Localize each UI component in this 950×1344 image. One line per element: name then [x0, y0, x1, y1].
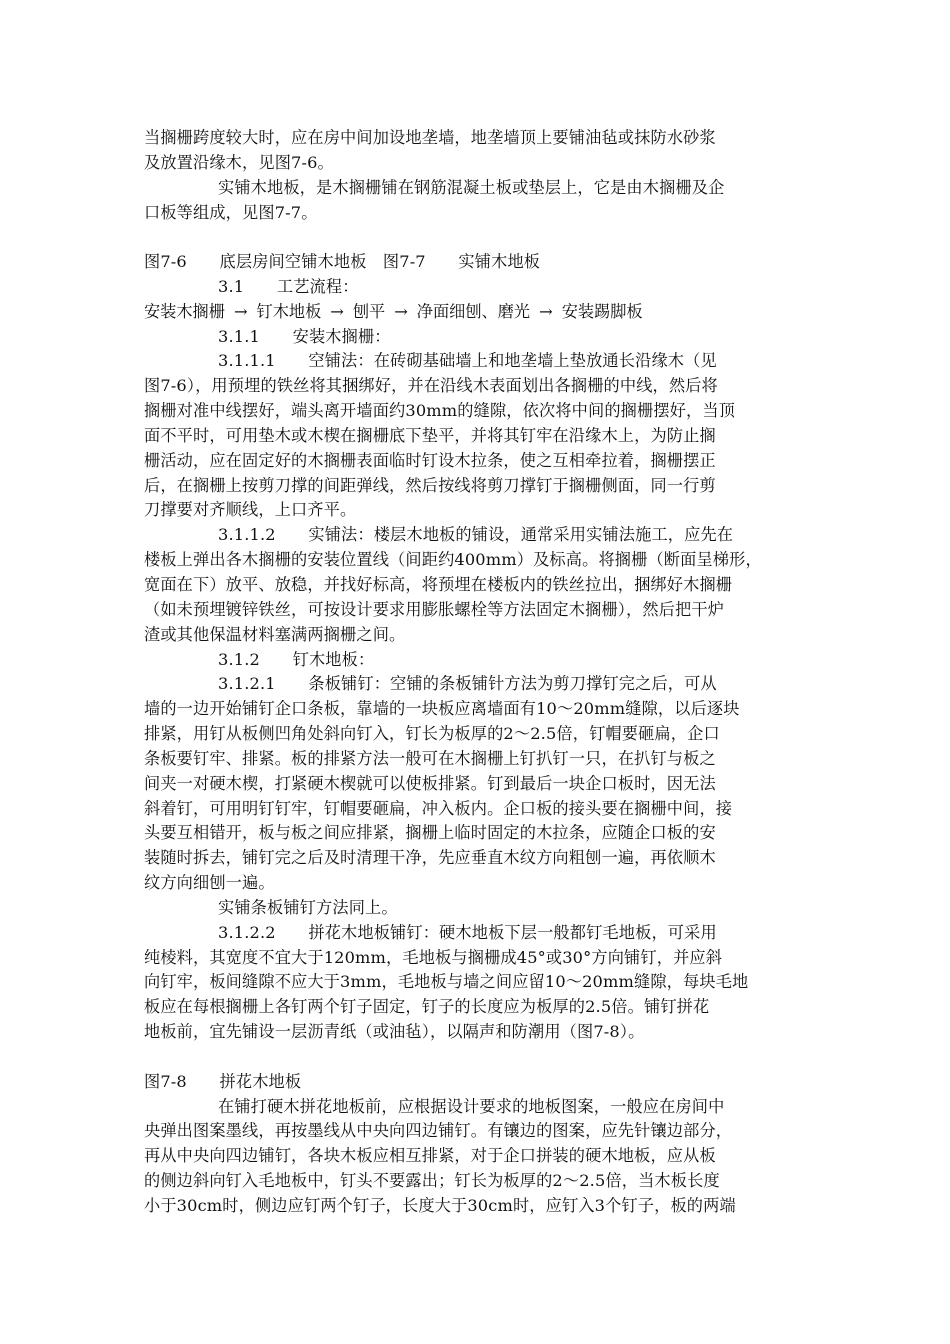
text-line: 地板前，宜先铺设一层沥青纸（或油毡），以隔声和防潮用（图7-8）。: [144, 1022, 645, 1041]
arrow-right-icon: →: [233, 302, 248, 321]
text-line: 渣或其他保温材料塞满两搁栅之间。: [144, 625, 406, 644]
text-line: 当搁栅跨度较大时，应在房中间加设地垄墙，地垄墙顶上要铺油毡或抹防水砂浆: [144, 128, 716, 147]
text-line: 在铺打硬木拼花地板前，应根据设计要求的地板图案，一般应在房间中: [218, 1097, 725, 1116]
text-line: 3.1.2.1 条板铺钉：空铺的条板铺针方法为剪刀撑钉完之后，可从: [218, 674, 717, 693]
text-line: 条板要钉牢、排紧。板的排紧方法一般可在木搁栅上钉扒钉一只，在扒钉与板之: [144, 749, 716, 768]
text-line: 央弹出图案墨线，再按墨线从中央向四边铺钉。有镶边的图案，应先针镶边部分，: [144, 1121, 733, 1140]
text-line: 3.1.2.2 拼花木地板铺钉：硬木地板下层一般都钉毛地板，可采用: [218, 923, 717, 942]
text-line: 楼板上弹出各木搁栅的安装位置线（间距约400mm）及标高。将搁栅（断面呈梯形，: [144, 550, 762, 569]
flow-step: 钉木地板: [256, 302, 322, 321]
section-heading: 3.1.2 钉木地板：: [218, 650, 375, 669]
text-line: 斜着钉，可用明钉钉牢，钉帽要砸扁，冲入板内。企口板的接头要在搁栅中间，接: [144, 799, 733, 818]
text-line: 间夹一对硬木楔，打紧硬木楔就可以使板排紧。钉到最后一块企口板时，因无法: [144, 774, 716, 793]
flow-step: 刨平: [352, 302, 386, 321]
text-line: 的侧边斜向钉入毛地板中，钉头不要露出；钉长为板厚的2～2.5倍，当木板长度: [144, 1171, 720, 1190]
flow-step: 安装踢脚板: [561, 302, 643, 321]
text-line: 纯棱料，其宽度不宜大于120mm，毛地板与搁栅成45°或30°方向铺钉，并应斜: [144, 948, 723, 967]
text-line: 实铺木地板，是木搁栅铺在钢筋混凝土板或垫层上，它是由木搁栅及企: [218, 178, 725, 197]
text-line: 板应在每根搁栅上各钉两个钉子固定，钉子的长度应为板厚的2.5倍。铺钉拼花: [144, 997, 710, 1016]
text-line: 口板等组成，见图7-7。: [144, 203, 318, 222]
text-line: 再从中央向四边铺钉，各块木板应相互排紧，对于企口拼装的硬木地板，应从板: [144, 1146, 716, 1165]
text-line: 栅活动，应在固定好的木搁栅表面临时钉设木拉条，使之互相牵拉着，搁栅摆正: [144, 451, 716, 470]
text-line: 头要互相错开，板与板之间应排紧，搁栅上临时固定的木拉条，应随企口板的安: [144, 823, 716, 842]
text-line: 3.1.1.1 空铺法：在砖砌基础墙上和地垄墙上垫放通长沿缘木（见: [218, 351, 717, 370]
text-line: 纹方向细刨一遍。: [144, 873, 275, 892]
figure-caption: 图7-6 底层房间空铺木地板 图7-7 实铺木地板: [144, 252, 541, 271]
flow-step: 净面细刨、磨光: [416, 302, 531, 321]
process-flow: [144, 302, 643, 324]
text-line: 排紧，用钉从板侧凹角处斜向钉入，钉长为板厚的2～2.5倍，钉帽要砸扁，企口: [144, 724, 720, 743]
text-line: 实铺条板铺钉方法同上。: [218, 898, 398, 917]
figure-caption: 图7-8 拼花木地板: [144, 1072, 302, 1091]
section-heading: 3.1 工艺流程：: [218, 277, 359, 296]
text-line: 小于30cm时，侧边应钉两个钉子，长度大于30cm时，应钉入3个钉子，板的两端: [144, 1196, 736, 1215]
text-line: （如未预埋镀锌铁丝，可按设计要求用膨胀螺栓等方法固定木搁栅），然后把干炉: [144, 600, 725, 619]
arrow-right-icon: →: [394, 302, 408, 321]
text-line: 墙的一边开始铺钉企口条板，靠墙的一块板应离墙面有10～20mm缝隙，以后逐块: [144, 699, 740, 718]
text-line: 向钉牢，板间缝隙不应大于3mm，毛地板与墙之间应留10～20mm缝隙，每块毛地: [144, 972, 749, 991]
arrow-right-icon: →: [539, 302, 553, 321]
text-line: 3.1.1.2 实铺法：楼层木地板的铺设，通常采用实铺法施工，应先在: [218, 525, 734, 544]
arrow-right-icon: →: [330, 302, 344, 321]
text-line: 及放置沿缘木，见图7-6。: [144, 153, 334, 172]
text-line: 宽面在下）放平、放稳，并找好标高，将预埋在楼板内的铁丝拉出，捆绑好木搁栅: [144, 575, 733, 594]
text-line: 图7-6），用预埋的铁丝将其捆绑好，并在沿线木表面划出各搁栅的中线，然后将: [144, 376, 718, 395]
text-line: 搁栅对准中线摆好，端头离开墙面约30mm的缝隙，依次将中间的搁栅摆好，当顶: [144, 401, 736, 420]
text-line: 刀撑要对齐顺线，上口齐平。: [144, 500, 357, 519]
text-line: 装随时拆去，铺钉完之后及时清理干净，先应垂直木纹方向粗刨一遍，再依顺木: [144, 848, 716, 867]
section-heading: 3.1.1 安装木搁栅：: [218, 327, 391, 346]
text-line: 面不平时，可用垫木或木楔在搁栅底下垫平，并将其钉牢在沿缘木上，为防止搁: [144, 426, 716, 445]
text-line: 后，在搁栅上按剪刀撑的间距弹线，然后按线将剪刀撑钉于搁栅侧面，同一行剪: [144, 476, 716, 495]
flow-step: 安装木搁栅: [144, 302, 225, 321]
